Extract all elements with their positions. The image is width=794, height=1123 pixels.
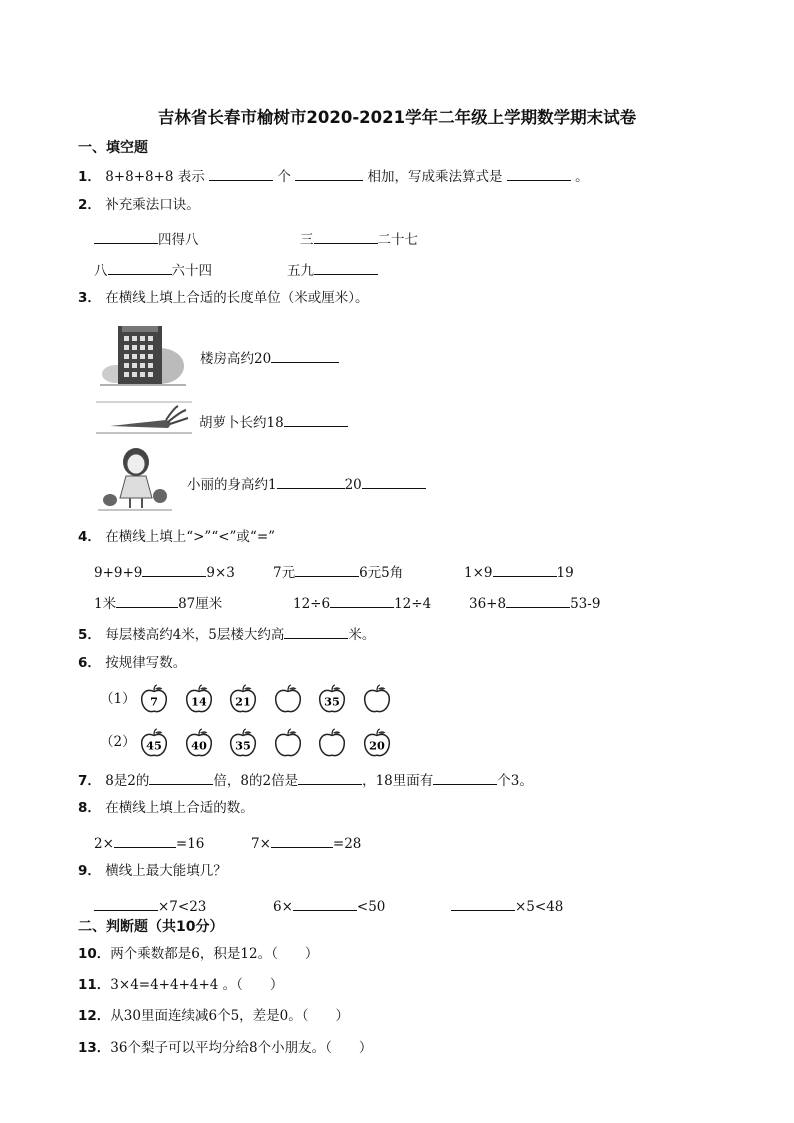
answer-blank[interactable] (142, 563, 206, 577)
q8-a2: =16 (175, 836, 205, 852)
q3-item-3 (187, 475, 426, 493)
apple-icon (184, 728, 214, 758)
q2-text: 补充乘法口诀。 (105, 197, 200, 213)
question-number: 8． (78, 800, 101, 816)
q2-r2b: 六十四 (171, 263, 212, 279)
question-number: 4． (78, 529, 101, 545)
question-1 (78, 167, 589, 185)
question-3 (78, 292, 368, 306)
q2-r2c: 五九 (287, 263, 314, 279)
q4-d (94, 594, 222, 612)
question-number: 13． (78, 1040, 111, 1056)
answer-blank[interactable] (271, 834, 333, 848)
answer-blank[interactable] (277, 475, 345, 489)
apple-number: 35 (324, 694, 340, 709)
q4-b2: 6元5角 (359, 565, 404, 581)
apple-icon[interactable] (273, 684, 303, 714)
answer-blank[interactable] (295, 563, 359, 577)
q7-text-b: 倍，8的2倍是 (213, 773, 299, 789)
answer-blank[interactable] (506, 594, 570, 608)
q2-r1a: 四得八 (158, 232, 199, 248)
answer-blank[interactable] (114, 834, 176, 848)
answer-blank[interactable] (362, 475, 426, 489)
q8-text: 在横线上填上合适的数。 (105, 800, 254, 816)
section-true-false: 二、判断题（共10分） (78, 919, 224, 935)
answer-blank[interactable] (295, 167, 363, 181)
q1-text-b: 个 (277, 169, 291, 185)
q4-a1: 9+9+9 (94, 565, 143, 581)
answer-blank[interactable] (284, 625, 348, 639)
question-12 (78, 1010, 349, 1024)
building-picture (100, 322, 186, 388)
answer-blank[interactable] (271, 349, 339, 363)
apple-number: 45 (146, 738, 162, 753)
q4-text: 在横线上填上“>”“<”或“=” (105, 529, 276, 545)
section-fill-in: 一、填空题 (78, 140, 148, 156)
q1-text-a: 8+8+8+8 表示 (105, 169, 205, 185)
q9-b2: <50 (356, 899, 386, 915)
q4-b (273, 563, 403, 581)
apple-number: 14 (190, 694, 207, 709)
q4-c1: 1×9 (464, 565, 493, 581)
question-5 (78, 625, 375, 643)
q9-text: 横线上最大能填几？ (105, 863, 227, 879)
q4-f1: 36+8 (469, 596, 507, 612)
q4-d1: 1米 (94, 596, 117, 612)
apple-icon[interactable] (273, 728, 303, 758)
q7-text-d: 个3。 (497, 773, 533, 789)
q3-item-2 (199, 413, 348, 431)
q9-a: ×7<23 (158, 899, 207, 915)
question-number: 2． (78, 197, 101, 213)
q4-a2: 9×3 (206, 565, 235, 581)
answer-blank[interactable] (149, 771, 213, 785)
question-number: 9． (78, 863, 101, 879)
q2-item-1 (94, 230, 199, 248)
q3-l3a: 小丽的身高约1 (187, 477, 277, 493)
answer-blank[interactable] (493, 563, 557, 577)
girl-picture (98, 446, 172, 512)
question-13 (78, 1042, 372, 1056)
q5-text-a: 每层楼高约4米，5层楼大约高 (105, 627, 285, 643)
q6-row1-label: （1） (100, 691, 136, 707)
apple-number: 40 (190, 738, 207, 753)
q10-text: 两个乘数都是6，积是12。（ ） (110, 946, 319, 962)
question-number: 5． (78, 627, 101, 643)
answer-blank[interactable] (94, 897, 158, 911)
q1-text-c: 相加，写成乘法算式是 (367, 169, 503, 185)
answer-blank[interactable] (284, 413, 348, 427)
apple-icon (362, 728, 392, 758)
q8-b (251, 834, 361, 852)
apple-icon (139, 684, 169, 714)
q4-a (94, 563, 235, 581)
answer-blank[interactable] (451, 897, 515, 911)
answer-blank[interactable] (298, 771, 362, 785)
q2-item-3 (94, 261, 212, 279)
question-number: 12． (78, 1008, 111, 1024)
q3-l3b: 20 (344, 477, 362, 493)
q8-b2: =28 (332, 836, 362, 852)
q6-text: 按规律写数。 (105, 655, 187, 671)
question-number: 1． (78, 169, 101, 185)
q4-c (464, 563, 574, 581)
question-6 (78, 657, 186, 671)
q2-r1b: 三 (300, 232, 314, 248)
carrot-picture (96, 400, 192, 436)
q9-b1: 6× (273, 899, 293, 915)
q2-item-2 (300, 230, 418, 248)
q13-text: 36个梨子可以平均分给8个小朋友。（ ） (110, 1040, 373, 1056)
q5-text-b: 米。 (348, 627, 376, 643)
q4-f (469, 594, 600, 612)
q3-l2: 胡萝卜长约18 (199, 415, 284, 431)
q4-f2: 53-9 (570, 596, 601, 612)
question-7 (78, 771, 533, 789)
q8-b1: 7× (251, 836, 271, 852)
q3-l1: 楼房高约20 (200, 351, 272, 367)
q2-item-4 (287, 261, 378, 279)
answer-blank[interactable] (116, 594, 178, 608)
apple-icon[interactable] (317, 728, 347, 758)
apple-number: 7 (150, 694, 158, 709)
q11-text: 3×4=4+4+4+4 。（ ） (110, 977, 284, 993)
q9-b (273, 897, 385, 915)
q3-item-1 (200, 349, 339, 367)
question-number: 6． (78, 655, 101, 671)
answer-blank[interactable] (433, 771, 497, 785)
q4-e (293, 594, 431, 612)
q9-c (451, 897, 563, 915)
q1-text-d: 。 (575, 169, 589, 185)
apple-icon (184, 684, 214, 714)
answer-blank[interactable] (330, 594, 394, 608)
page-title: 吉林省长春市榆树市2020-2021学年二年级上学期数学期末试卷 (157, 108, 637, 127)
answer-blank[interactable] (314, 261, 378, 275)
question-4 (78, 531, 275, 545)
question-11 (78, 979, 283, 993)
apple-icon (139, 728, 169, 758)
q4-e2: 12÷4 (394, 596, 432, 612)
question-2 (78, 199, 200, 213)
question-10 (78, 948, 318, 962)
apple-icon (317, 684, 347, 714)
q7-text-c: ，18里面有 (362, 773, 434, 789)
question-number: 7． (78, 773, 101, 789)
answer-blank[interactable] (108, 261, 172, 275)
q7-text-a: 8是2的 (105, 773, 150, 789)
answer-blank[interactable] (507, 167, 571, 181)
apple-number: 21 (235, 694, 251, 709)
answer-blank[interactable] (209, 167, 273, 181)
apple-icon[interactable] (362, 684, 392, 714)
question-8 (78, 802, 254, 816)
q2-r1c: 二十七 (377, 232, 418, 248)
answer-blank[interactable] (314, 230, 378, 244)
answer-blank[interactable] (94, 230, 158, 244)
q2-r2a: 八 (94, 263, 108, 279)
answer-blank[interactable] (293, 897, 357, 911)
q8-a1: 2× (94, 836, 114, 852)
question-number: 11． (78, 977, 111, 993)
q4-b1: 7元 (273, 565, 296, 581)
q4-d2: 87厘米 (178, 596, 223, 612)
q6-row2-label: （2） (100, 734, 136, 750)
apple-number: 35 (235, 738, 251, 753)
q8-a (94, 834, 204, 852)
question-number: 3． (78, 290, 101, 306)
question-number: 10． (78, 946, 111, 962)
apple-icon (228, 684, 258, 714)
q9-a (94, 897, 206, 915)
q9-c: ×5<48 (515, 899, 564, 915)
question-9 (78, 865, 227, 879)
apple-icon (228, 728, 258, 758)
q3-text: 在横线上填上合适的长度单位（米或厘米）。 (105, 290, 369, 306)
apple-number: 20 (368, 738, 385, 753)
q4-e1: 12÷6 (293, 596, 331, 612)
q12-text: 从30里面连续减6个5，差是0。（ ） (110, 1008, 349, 1024)
q4-c2: 19 (556, 565, 574, 581)
